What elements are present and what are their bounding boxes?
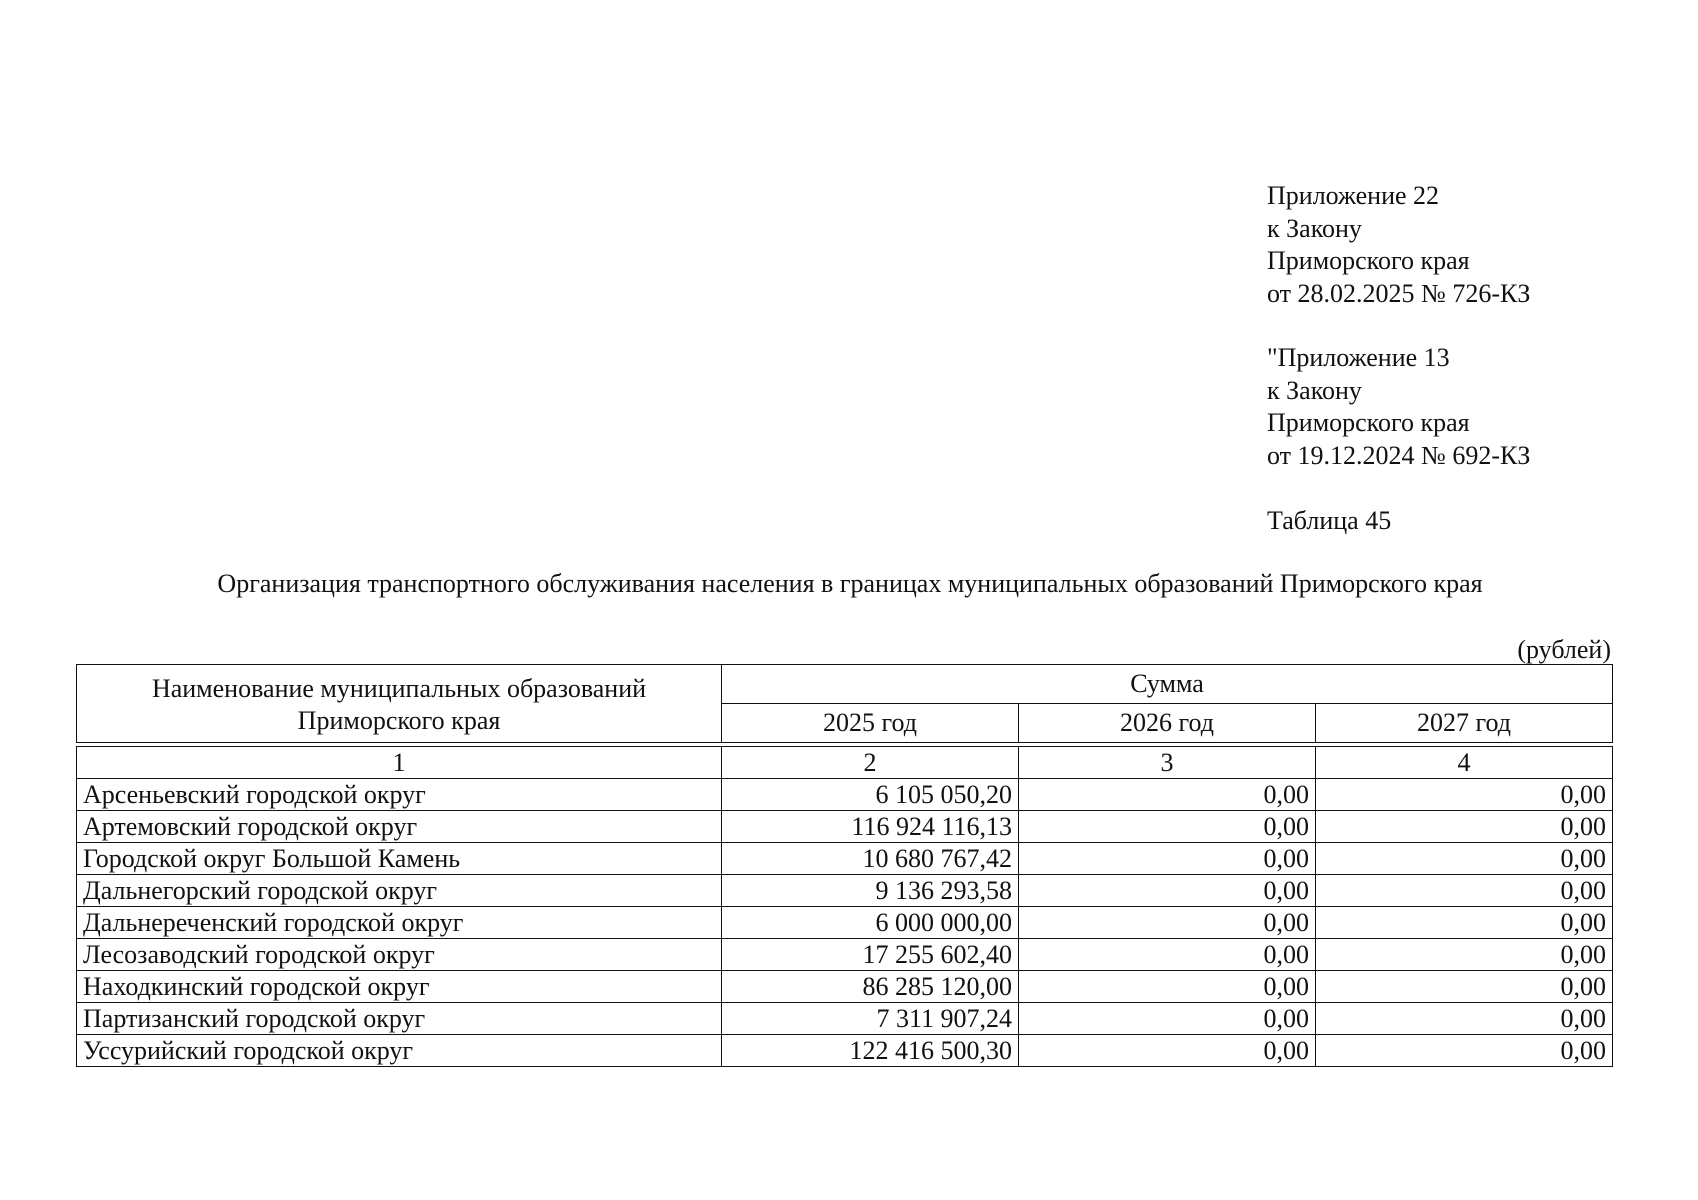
table-row [77,843,1613,875]
amount-2026: 0,00 [1019,907,1316,939]
municipality-name: Арсеньевский городской округ [77,779,722,811]
amount-2026: 0,00 [1019,1035,1316,1067]
table-row [77,1003,1613,1035]
header-municipality: Наименование муниципальных образований Приморского края [77,665,722,743]
table-row [77,875,1613,907]
amount-2027: 0,00 [1316,811,1613,843]
column-number: 4 [1316,747,1613,779]
municipality-name: Дальнереченский городской округ [77,907,722,939]
amount-2025: 6 105 050,20 [722,779,1019,811]
municipality-name: Партизанский городской округ [77,1003,722,1035]
header-sum: Сумма [722,665,1613,704]
header-year-2025: 2025 год [722,704,1019,743]
header-year-2026: 2026 год [1019,704,1316,743]
amount-2025: 86 285 120,00 [722,971,1019,1003]
column-number: 2 [722,747,1019,779]
amount-2025: 9 136 293,58 [722,875,1019,907]
amount-2025: 10 680 767,42 [722,843,1019,875]
municipality-name: Находкинский городской округ [77,971,722,1003]
amount-2026: 0,00 [1019,1003,1316,1035]
column-numbers-row [77,747,1613,779]
amount-2025: 7 311 907,24 [722,1003,1019,1035]
municipality-name: Лесозаводский городской округ [77,939,722,971]
amount-2026: 0,00 [1019,779,1316,811]
appendix-line: Приморского края [1267,408,1470,437]
appendix-line: Приложение 22 [1267,181,1440,210]
table-row [77,939,1613,971]
table-row [77,1035,1613,1067]
amount-2026: 0,00 [1019,971,1316,1003]
amount-2027: 0,00 [1316,1003,1613,1035]
appendix-line: Приморского края [1267,246,1470,275]
table-row [77,779,1613,811]
appendix-stamp [1267,180,1627,310]
table-number: Таблица 45 [1267,506,1392,535]
budget-table [76,664,1613,1067]
amount-2027: 0,00 [1316,843,1613,875]
table-row [77,971,1613,1003]
column-number: 3 [1019,747,1316,779]
column-number: 1 [77,747,722,779]
amount-2027: 0,00 [1316,907,1613,939]
appendix-line: "Приложение 13 [1267,343,1450,372]
municipality-name: Городской округ Большой Камень [77,843,722,875]
appendix-line: к Закону [1267,375,1362,405]
table-row [77,907,1613,939]
amount-2025: 122 416 500,30 [722,1035,1019,1067]
amount-2026: 0,00 [1019,939,1316,971]
table-row [77,811,1613,843]
table-header-row [77,665,1613,704]
amount-2027: 0,00 [1316,939,1613,971]
amount-2025: 17 255 602,40 [722,939,1019,971]
amount-2027: 0,00 [1316,971,1613,1003]
header-year-2027: 2027 год [1316,704,1613,743]
municipality-name: Артемовский городской округ [77,811,722,843]
amount-2027: 0,00 [1316,1035,1613,1067]
municipality-name: Уссурийский городской округ [77,1035,722,1067]
municipality-name: Дальнегорский городской округ [77,875,722,907]
amount-2027: 0,00 [1316,875,1613,907]
amount-2025: 116 924 116,13 [722,811,1019,843]
units-label: (рублей) [1517,635,1611,664]
appendix-line: к Закону [1267,213,1362,243]
previous-appendix-stamp [1267,342,1627,472]
amount-2025: 6 000 000,00 [722,907,1019,939]
amount-2026: 0,00 [1019,843,1316,875]
amount-2026: 0,00 [1019,875,1316,907]
appendix-line: от 19.12.2024 № 692-КЗ [1267,440,1531,470]
amount-2027: 0,00 [1316,779,1613,811]
appendix-line: от 28.02.2025 № 726-КЗ [1267,278,1531,308]
amount-2026: 0,00 [1019,811,1316,843]
document-title: Организация транспортного обслуживания населения в границах муниципальных образований Приморского края [217,569,1483,598]
